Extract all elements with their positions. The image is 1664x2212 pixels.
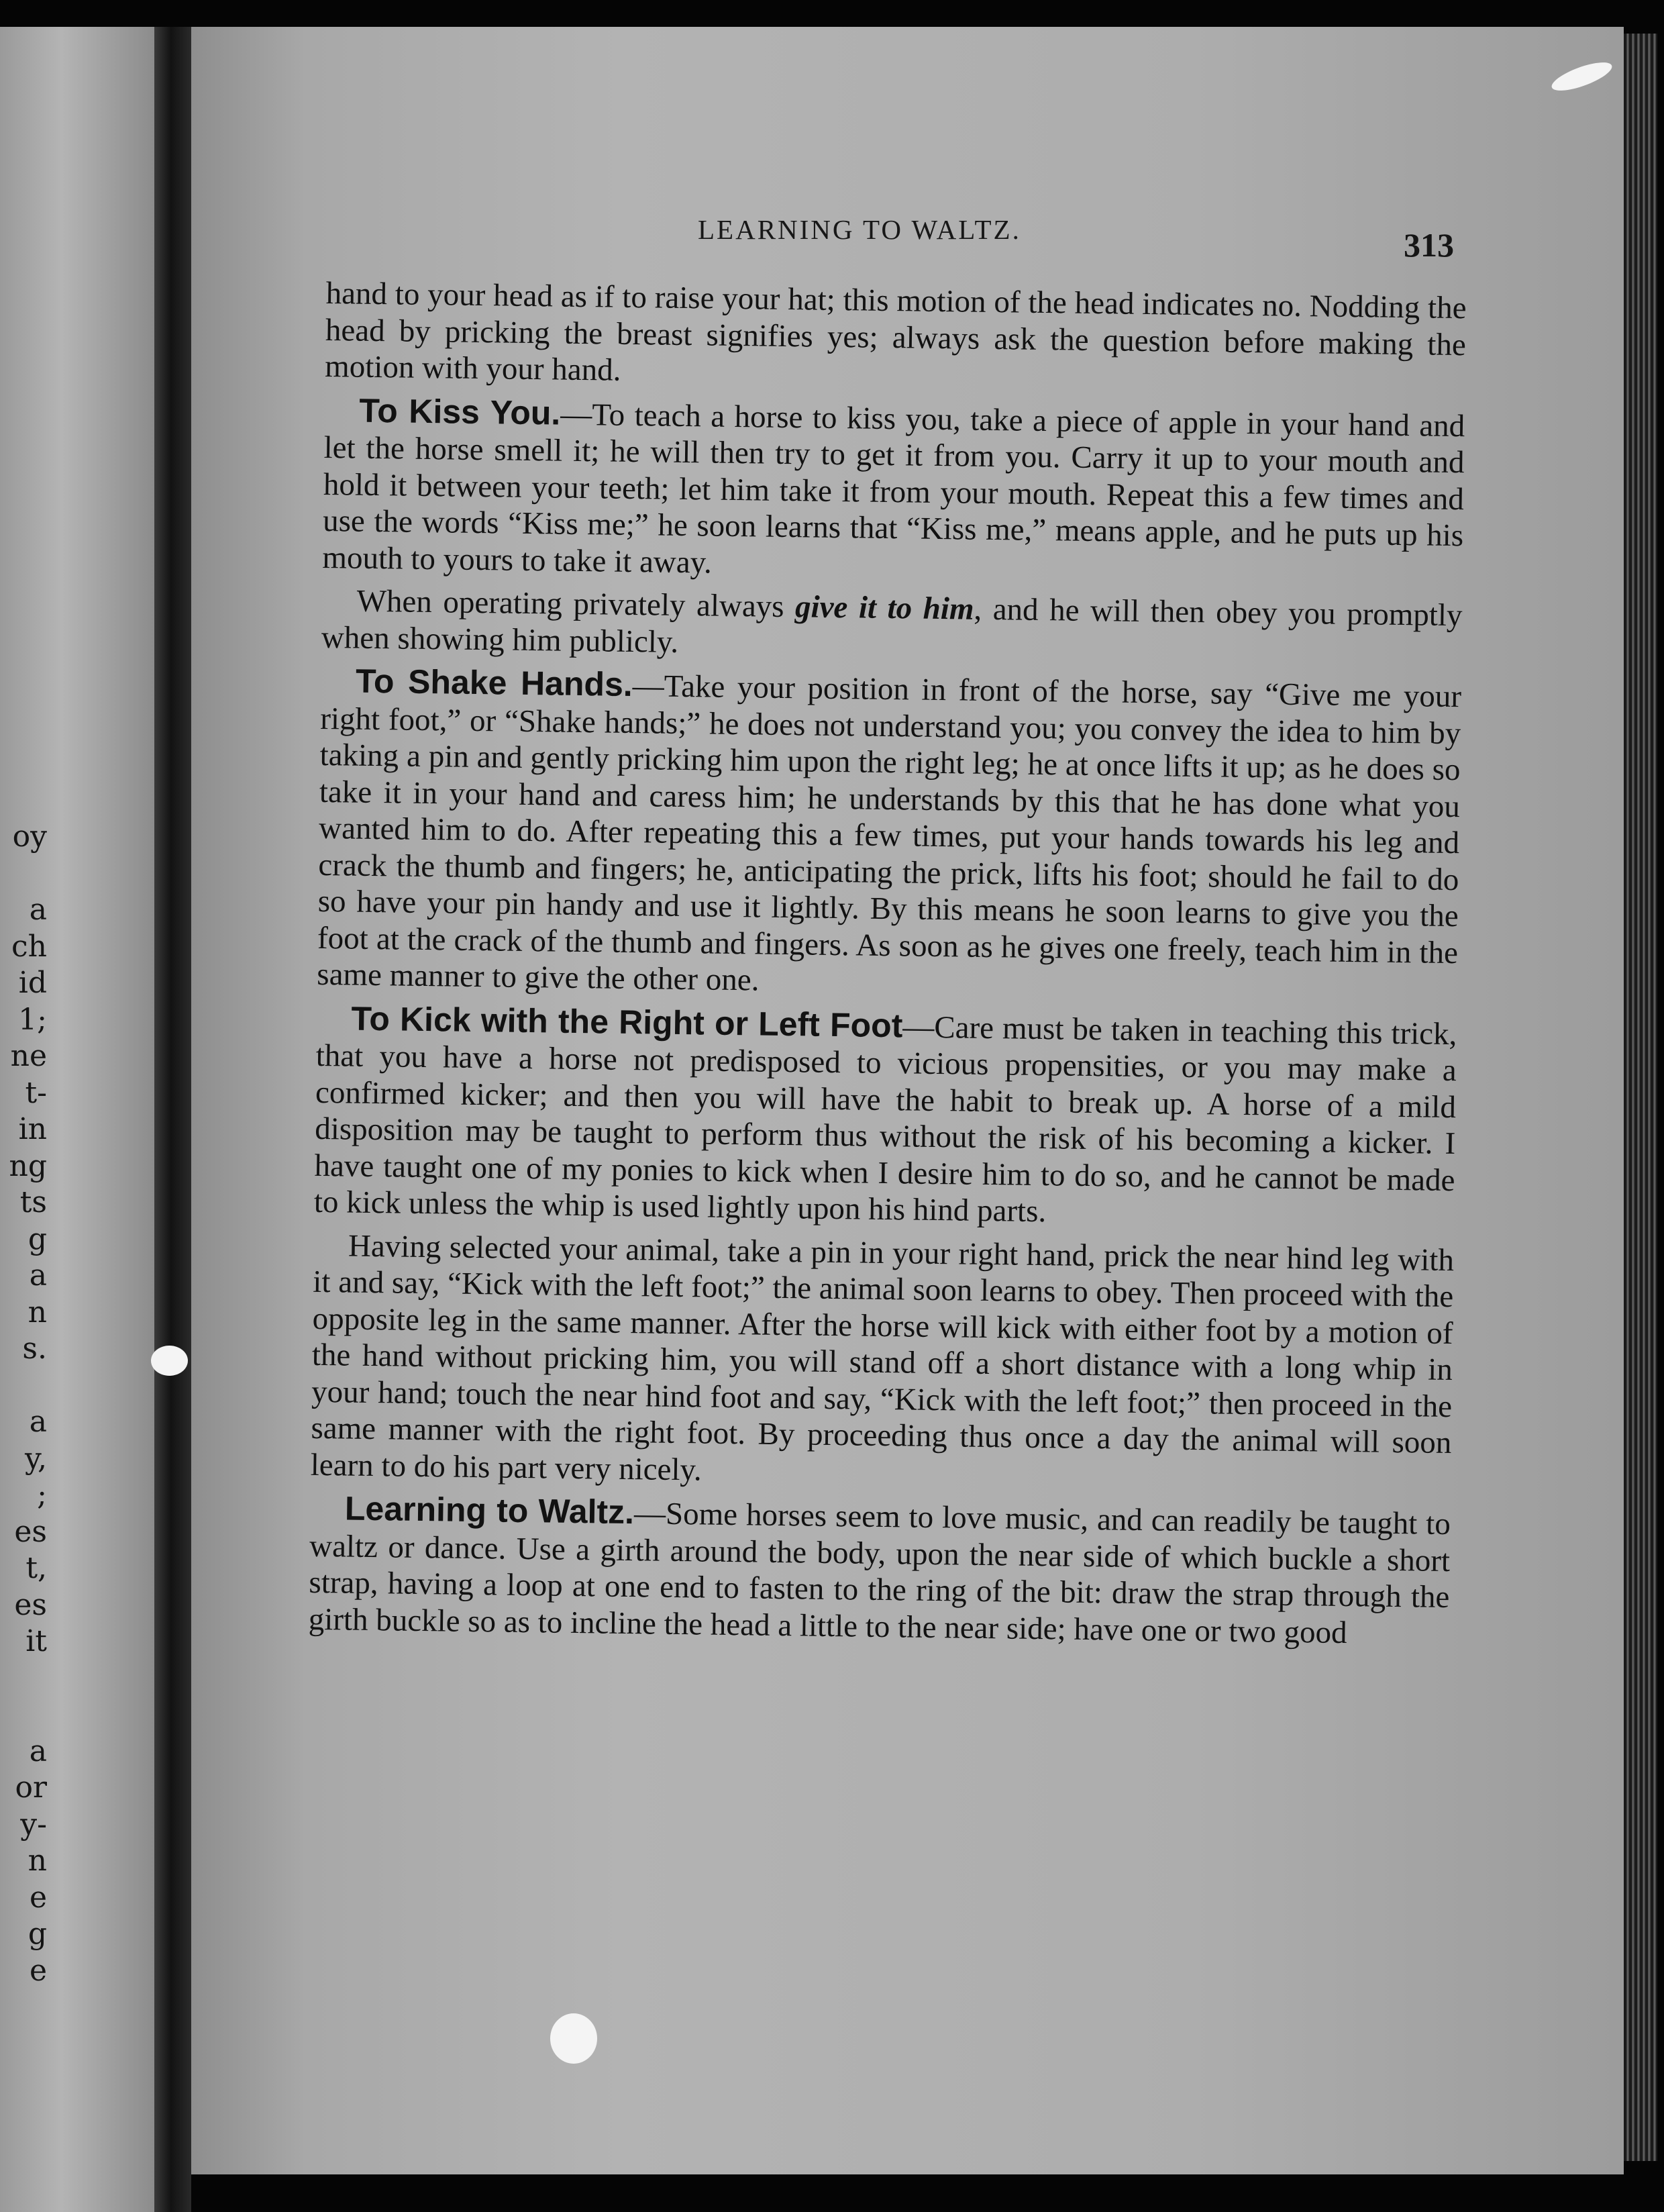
section-heading-waltz: Learning to Waltz.	[344, 1489, 635, 1531]
left-fragment: a	[29, 1405, 47, 1439]
paragraph-text: —Care must be taken in teaching this trick, that you have a horse not predisposed to vicious propensities, or you may make a confirmed kicker; and then you will have the habit to break up. A horse of a mild disposition may be taught to perform thus without the risk of his becoming a kicker. I have taught one of my ponies to kick when I desire him to do so, and he cannot be made to kick unless the whip is used lightly upon his hind parts.	[313, 1009, 1457, 1229]
left-fragment: s.	[22, 1331, 47, 1366]
left-fragment: n	[28, 1844, 47, 1878]
left-fragment: g	[28, 1917, 47, 1951]
left-fragment	[0, 1660, 47, 1697]
running-header: LEARNING TO WALTZ.	[698, 214, 1021, 245]
paragraph-waltz	[308, 1490, 1451, 1652]
emphasized-phrase: give it to him	[794, 589, 974, 627]
paragraph-text: —Take your position in front of the horse, say “Give me your right foot,” or “Shake hands;” he does not understand you; you convey the idea to him by taking a pin and gently pricking him upon the right leg; he at once lifts it up; as he does so take it in your hand and caress him; he understands by this that he has done what you wanted him to do. After repeating this a few times, put your hands towards his leg and crack the thumb and fingers; he, anticipating the prick, lifts his foot; should he fail to do so have your pin handy and use it lightly. By this means he soon learns to give you the foot at the crack of the thumb and fingers. As soon as he gives one freely, teach him in the same manner to give the other one.	[317, 668, 1462, 998]
section-heading-kiss: To Kiss You.	[359, 391, 561, 432]
section-heading-shake-hands: To Shake Hands.	[355, 662, 633, 704]
left-fragment: ts	[19, 1185, 47, 1219]
left-fragment: it	[25, 1624, 47, 1658]
paragraph-text: —Some horses seem to love music, and can readily be taught to waltz or dance. Use a girth around the body, upon the near side of which buckle a short strap, having a loop at one end to fasten to the ring of the bit: draw the strap through the girth buckle so as to incline the head a little to the near side; have one or two good	[308, 1496, 1451, 1650]
left-fragment: in	[18, 1112, 47, 1146]
paragraph-selected: Having selected your animal, take a pin in your right hand, prick the near hind leg with it and say, “Kick with the left foot;” the animal soon learns to obey. Then proceed with the opposite leg in the same manner. After the horse will kick with either foot by a motion of the hand without pricking him, you will stand off a short distance with a long whip in your hand; touch the near hind foot and say, “Kick with the left foot;” then proceed in the same manner with the right foot. By proceeding thus once a day the animal will soon learn to do his part very nicely.	[310, 1228, 1455, 1487]
left-facing-page	[0, 27, 154, 2212]
left-fragment: a	[29, 893, 47, 927]
left-fragment	[0, 1368, 47, 1405]
left-page-text-fragments	[0, 819, 47, 1989]
left-fragment: e	[29, 1880, 47, 1915]
left-fragment: ;	[37, 1478, 47, 1512]
paper-blemish	[550, 2013, 597, 2064]
paragraph-text: When operating privately always	[356, 583, 796, 625]
paragraph-kick	[314, 999, 1457, 1235]
left-fragment	[0, 856, 47, 893]
book-gutter	[154, 27, 191, 2212]
left-fragment: y,	[25, 1441, 47, 1476]
section-heading-kick: To Kick with the Right or Left Foot	[351, 999, 903, 1044]
left-fragment: e	[29, 1953, 47, 1988]
left-fragment: t,	[25, 1551, 47, 1585]
left-fragment: or	[15, 1770, 47, 1805]
paper-blemish	[151, 1346, 188, 1376]
paragraph-private	[321, 583, 1463, 670]
paragraph-kiss	[322, 391, 1465, 591]
left-fragment: ch	[11, 929, 47, 964]
left-fragment: a	[29, 1733, 47, 1768]
left-fragment: 1;	[18, 1002, 47, 1037]
left-fragment: id	[18, 966, 47, 1000]
left-fragment: ne	[10, 1039, 47, 1073]
left-fragment: oy	[12, 819, 47, 854]
page-edges	[1624, 34, 1657, 2161]
paragraph-text: —To teach a horse to kiss you, take a piece of apple in your hand and let the horse smell it; he will then try to get it from you. Carry it up to your mouth and hold it between your teeth; let him take it from your mouth. Repeat this a few times and use the words “Kiss me;” he soon learns that “Kiss me,” means apple, and he puts up his mouth to yours to take it away.	[322, 397, 1465, 581]
left-fragment: g	[28, 1221, 47, 1256]
left-fragment: es	[14, 1587, 47, 1622]
paragraph-continued: hand to your head as if to raise your hat; this motion of the head indicates no. Nodding the head by pricking the breast signifies yes; always ask the question before making the motion with your hand.	[324, 275, 1467, 388]
left-fragment: t-	[25, 1075, 47, 1110]
left-fragment: a	[29, 1258, 47, 1293]
page-number: 313	[1404, 226, 1454, 264]
paragraph-text: , and he will then obey you promptly when showing him publicly.	[321, 591, 1463, 660]
left-fragment: y-	[20, 1807, 47, 1842]
left-fragment: n	[28, 1295, 47, 1329]
paragraph-shake-hands	[317, 662, 1461, 1008]
left-fragment: es	[14, 1514, 47, 1549]
left-fragment: ng	[9, 1148, 47, 1183]
body-text	[308, 275, 1467, 1659]
left-fragment	[0, 1697, 47, 1733]
